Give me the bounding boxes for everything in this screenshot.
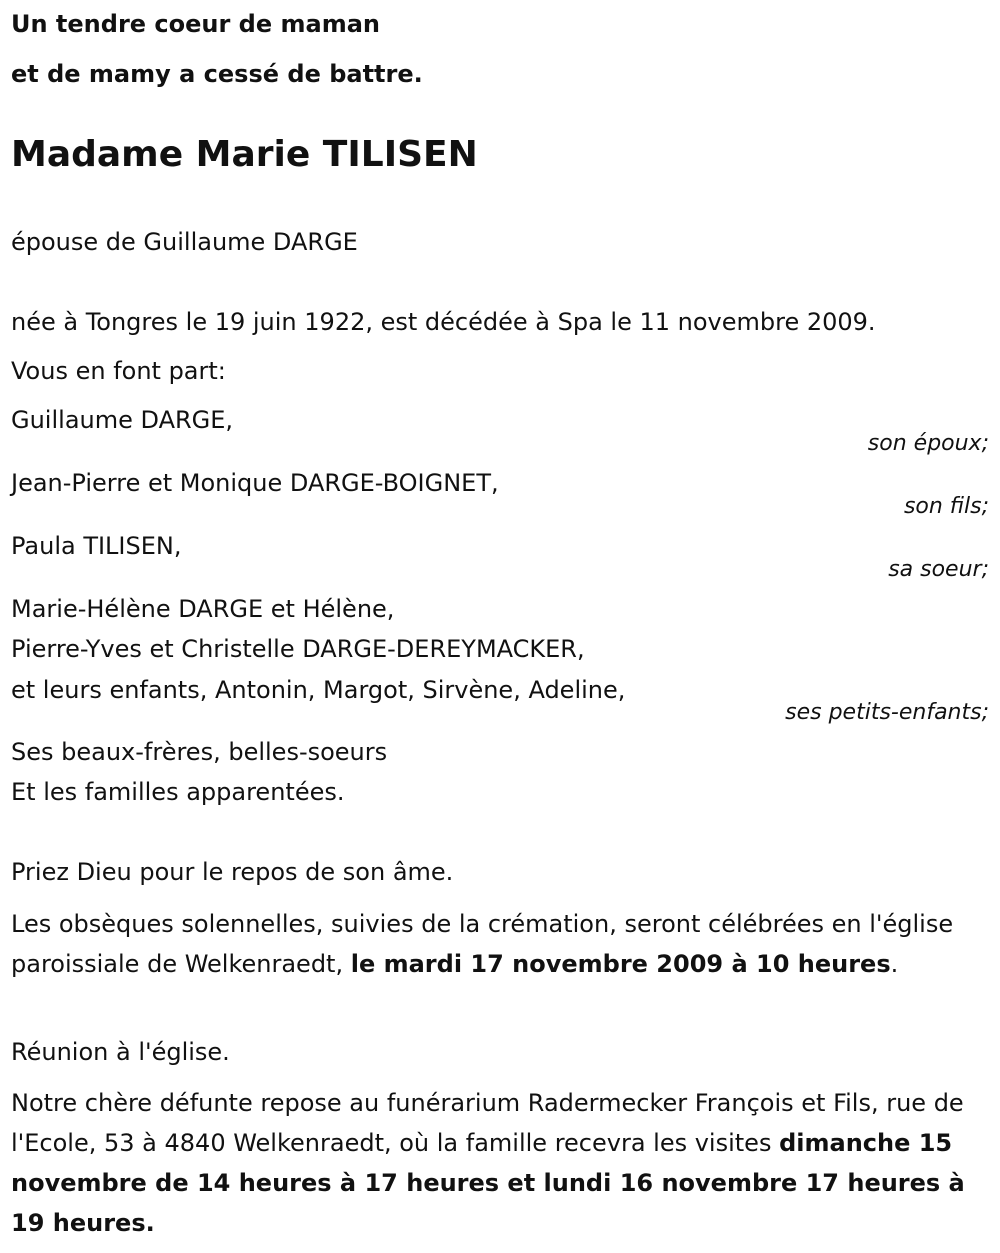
intro-line-1: Un tendre coeur de maman [11, 10, 380, 38]
meeting-line: Réunion à l'église. [11, 1038, 230, 1066]
visitation-hours: dimanche 15 novembre de 14 heures à 17 heures et lundi 16 novembre 17 heures à 19 heures. [11, 1129, 965, 1237]
visitation-paragraph [11, 1083, 989, 1243]
family-relation: ses petits-enfants; [785, 700, 989, 725]
funeral-text-end: . [890, 950, 899, 978]
family-member-line: et leurs enfants, Antonin, Margot, Sirvène, Adeline, [11, 676, 626, 704]
spouse-line: épouse de Guillaume DARGE [11, 228, 358, 256]
family-relation: son époux; [867, 431, 989, 456]
family-member-line: Pierre-Yves et Christelle DARGE-DEREYMACKER, [11, 635, 585, 663]
extended-family-line: Ses beaux-frères, belles-soeurs [11, 738, 388, 766]
family-member-line: Guillaume DARGE, [11, 406, 234, 434]
family-member-line: Paula TILISEN, [11, 532, 182, 560]
visitation-text: Notre chère défunte repose au funérarium Radermecker François et Fils, rue de l'Ecole, 53 à 4840 Welkenraedt, où la famille recevra les visites [11, 1089, 964, 1157]
family-member-line: Jean-Pierre et Monique DARGE-BOIGNET, [11, 469, 499, 497]
family-member-line: Marie-Hélène DARGE et Hélène, [11, 595, 395, 623]
funeral-paragraph [11, 904, 989, 984]
funeral-text: Les obsèques solennelles, suivies de la crémation, seront célébrées en l'église paroissiale de Welkenraedt, [11, 910, 954, 978]
prayer-line: Priez Dieu pour le repos de son âme. [11, 858, 454, 886]
birth-death-line: née à Tongres le 19 juin 1922, est décédée à Spa le 11 novembre 2009. [11, 308, 876, 336]
family-relation: son fils; [903, 494, 989, 519]
extended-family-line: Et les familles apparentées. [11, 778, 345, 806]
deceased-name: Madame Marie TILISEN [11, 134, 478, 175]
announcers-intro: Vous en font part: [11, 357, 226, 385]
funeral-date: le mardi 17 novembre 2009 à 10 heures [350, 950, 891, 978]
family-relation: sa soeur; [888, 557, 989, 582]
intro-line-2: et de mamy a cessé de battre. [11, 60, 423, 88]
